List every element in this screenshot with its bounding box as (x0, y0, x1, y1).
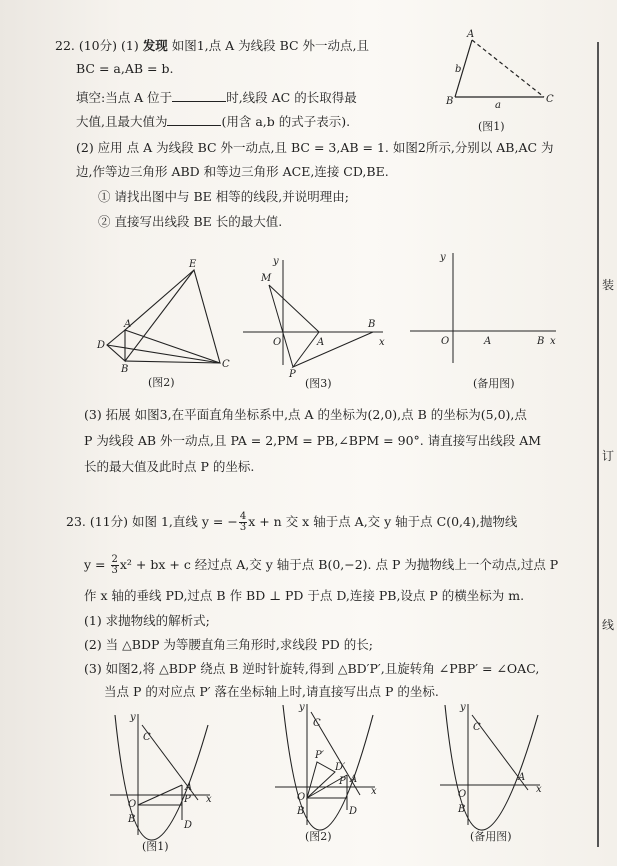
q23-spare-figure (440, 700, 550, 835)
binding-line (597, 42, 599, 847)
q23-line3: 作 x 轴的垂线 PD,过点 B 作 BD ⊥ PD 于点 D,连接 PB,设点 P 的横坐标为 m. (84, 588, 525, 603)
q22-figure3 (243, 255, 393, 380)
q23-q1: (1) 求抛物线的解析式; (84, 613, 210, 628)
svg-text:A: A (467, 29, 475, 40)
binding-char-3: 线 (602, 618, 615, 632)
svg-text:x: x (371, 786, 377, 797)
q22-fig3-caption: (图3) (305, 377, 332, 390)
svg-text:C: C (313, 718, 321, 729)
q23-figure2 (275, 700, 385, 835)
svg-text:A: A (185, 782, 193, 793)
svg-text:y: y (299, 702, 305, 713)
svg-text:x: x (536, 784, 542, 795)
svg-text:C: C (473, 722, 481, 733)
svg-text:y: y (130, 712, 136, 723)
svg-text:C: C (546, 94, 554, 105)
svg-text:b: b (455, 64, 462, 75)
svg-text:O: O (128, 799, 137, 810)
q22-fig1-caption: (图1) (478, 120, 505, 133)
q22-fig2-caption: (图2) (148, 376, 175, 389)
svg-text:A: A (350, 774, 358, 785)
svg-text:B: B (446, 96, 454, 107)
svg-text:D′: D′ (335, 762, 346, 773)
fraction-2-3: $\frac{2}{3}$ (111, 554, 118, 576)
svg-text:A: A (317, 337, 325, 348)
q23-line1: 23. (11分) 如图 1,直线 y = − $\frac{4}{3}$ x + n 交 x 轴于点 A,交 y 轴于点 C(0,4),抛物线 (66, 511, 518, 533)
q22-figure2 (95, 255, 235, 375)
q22-part1-line2: BC = a,AB = b. (76, 61, 174, 76)
svg-text:B: B (297, 806, 305, 817)
q23-line2: y = $\frac{2}{3}$ x² + bx + c 经过点 A,交 y 轴于点 B(0,−2). 点 P 为抛物线上一个动点,过点 P (84, 554, 559, 576)
q22-part2-q1: ① 请找出图中与 BE 相等的线段,并说明理由; (98, 189, 349, 204)
q22-part3-line1: (3) 拓展 如图3,在平面直角坐标系中,点 A 的坐标为(2,0),点 B 的坐标为(5,0),点 (84, 407, 527, 422)
q23-fig2-caption: (图2) (305, 830, 332, 843)
svg-text:C: C (143, 732, 151, 743)
svg-text:A: A (484, 336, 492, 347)
svg-text:B: B (368, 319, 376, 330)
answer-blank-1[interactable] (172, 91, 226, 102)
q22-fill-line1: 填空:当点 A 位于 时,线段 AC 的长取得最 (76, 90, 357, 105)
svg-text:P: P (184, 794, 191, 805)
q22-part2-line2: 边,作等边三角形 ABD 和等边三角形 ACE,连接 CD,BE. (76, 164, 389, 179)
svg-text:P′: P′ (315, 750, 324, 761)
svg-text:y: y (460, 702, 466, 713)
svg-text:D: D (184, 820, 193, 831)
svg-text:O: O (297, 792, 306, 803)
answer-blank-2[interactable] (167, 115, 221, 126)
svg-text:O: O (458, 789, 467, 800)
svg-text:a: a (495, 100, 501, 111)
binding-char-1: 装 (602, 278, 615, 292)
svg-text:M: M (261, 273, 272, 284)
q22-part2-line1: (2) 应用 点 A 为线段 BC 外一动点,且 BC = 3,AB = 1. 如图2所示,分别以 AB,AC 为 (76, 140, 554, 155)
fraction-4-3: $\frac{4}{3}$ (239, 511, 247, 533)
q22-figure1 (440, 30, 560, 130)
q22-part1-line1: 22. (10分) (1) 发现 如图1,点 A 为线段 BC 外一动点,且 (55, 38, 370, 53)
q23-q2: (2) 当 △BDP 为等腰直角三角形时,求线段 PD 的长; (84, 637, 373, 652)
q22-fill-line2: 大值,且最大值为 (用含 a,b 的式子表示). (76, 114, 351, 129)
q22-spare-figure (408, 248, 568, 368)
svg-text:x: x (550, 336, 556, 347)
q23-q3b: 当点 P 的对应点 P′ 落在坐标轴上时,请直接写出点 P 的坐标. (104, 684, 439, 699)
svg-text:B: B (121, 364, 129, 375)
q23-fig1-caption: (图1) (142, 840, 169, 853)
q23-spare-caption: (备用图) (470, 830, 512, 843)
svg-text:B: B (458, 804, 466, 815)
svg-text:C: C (222, 359, 230, 370)
svg-text:E: E (189, 259, 197, 270)
svg-text:B: B (537, 336, 545, 347)
svg-text:O: O (441, 336, 450, 347)
q23-q3: (3) 如图2,将 △BDP 绕点 B 逆时针旋转,得到 △BD′P′,且旋转角 ∠PBP′ = ∠OAC, (84, 661, 540, 676)
q22-spare-caption: (备用图) (473, 377, 515, 390)
svg-text:P: P (289, 369, 296, 380)
svg-text:A: A (518, 772, 526, 783)
svg-text:O: O (273, 337, 282, 348)
svg-text:B: B (128, 814, 136, 825)
svg-text:y: y (440, 252, 446, 263)
svg-text:D: D (349, 806, 358, 817)
q22-part2-q2: ② 直接写出线段 BE 长的最大值. (98, 214, 283, 229)
binding-char-2: 订 (602, 449, 615, 463)
svg-text:P: P (339, 776, 346, 787)
svg-text:D: D (97, 340, 106, 351)
q23-figure1 (110, 710, 220, 845)
q22-part3-line3: 长的最大值及此时点 P 的坐标. (84, 459, 255, 474)
svg-text:x: x (206, 794, 212, 805)
svg-text:A: A (124, 319, 132, 330)
q22-part3-line2: P 为线段 AB 外一动点,且 PA = 2,PM = PB,∠BPM = 90°. 请直接写出线段 AM (84, 433, 542, 448)
svg-text:y: y (273, 256, 279, 267)
svg-text:x: x (379, 337, 385, 348)
